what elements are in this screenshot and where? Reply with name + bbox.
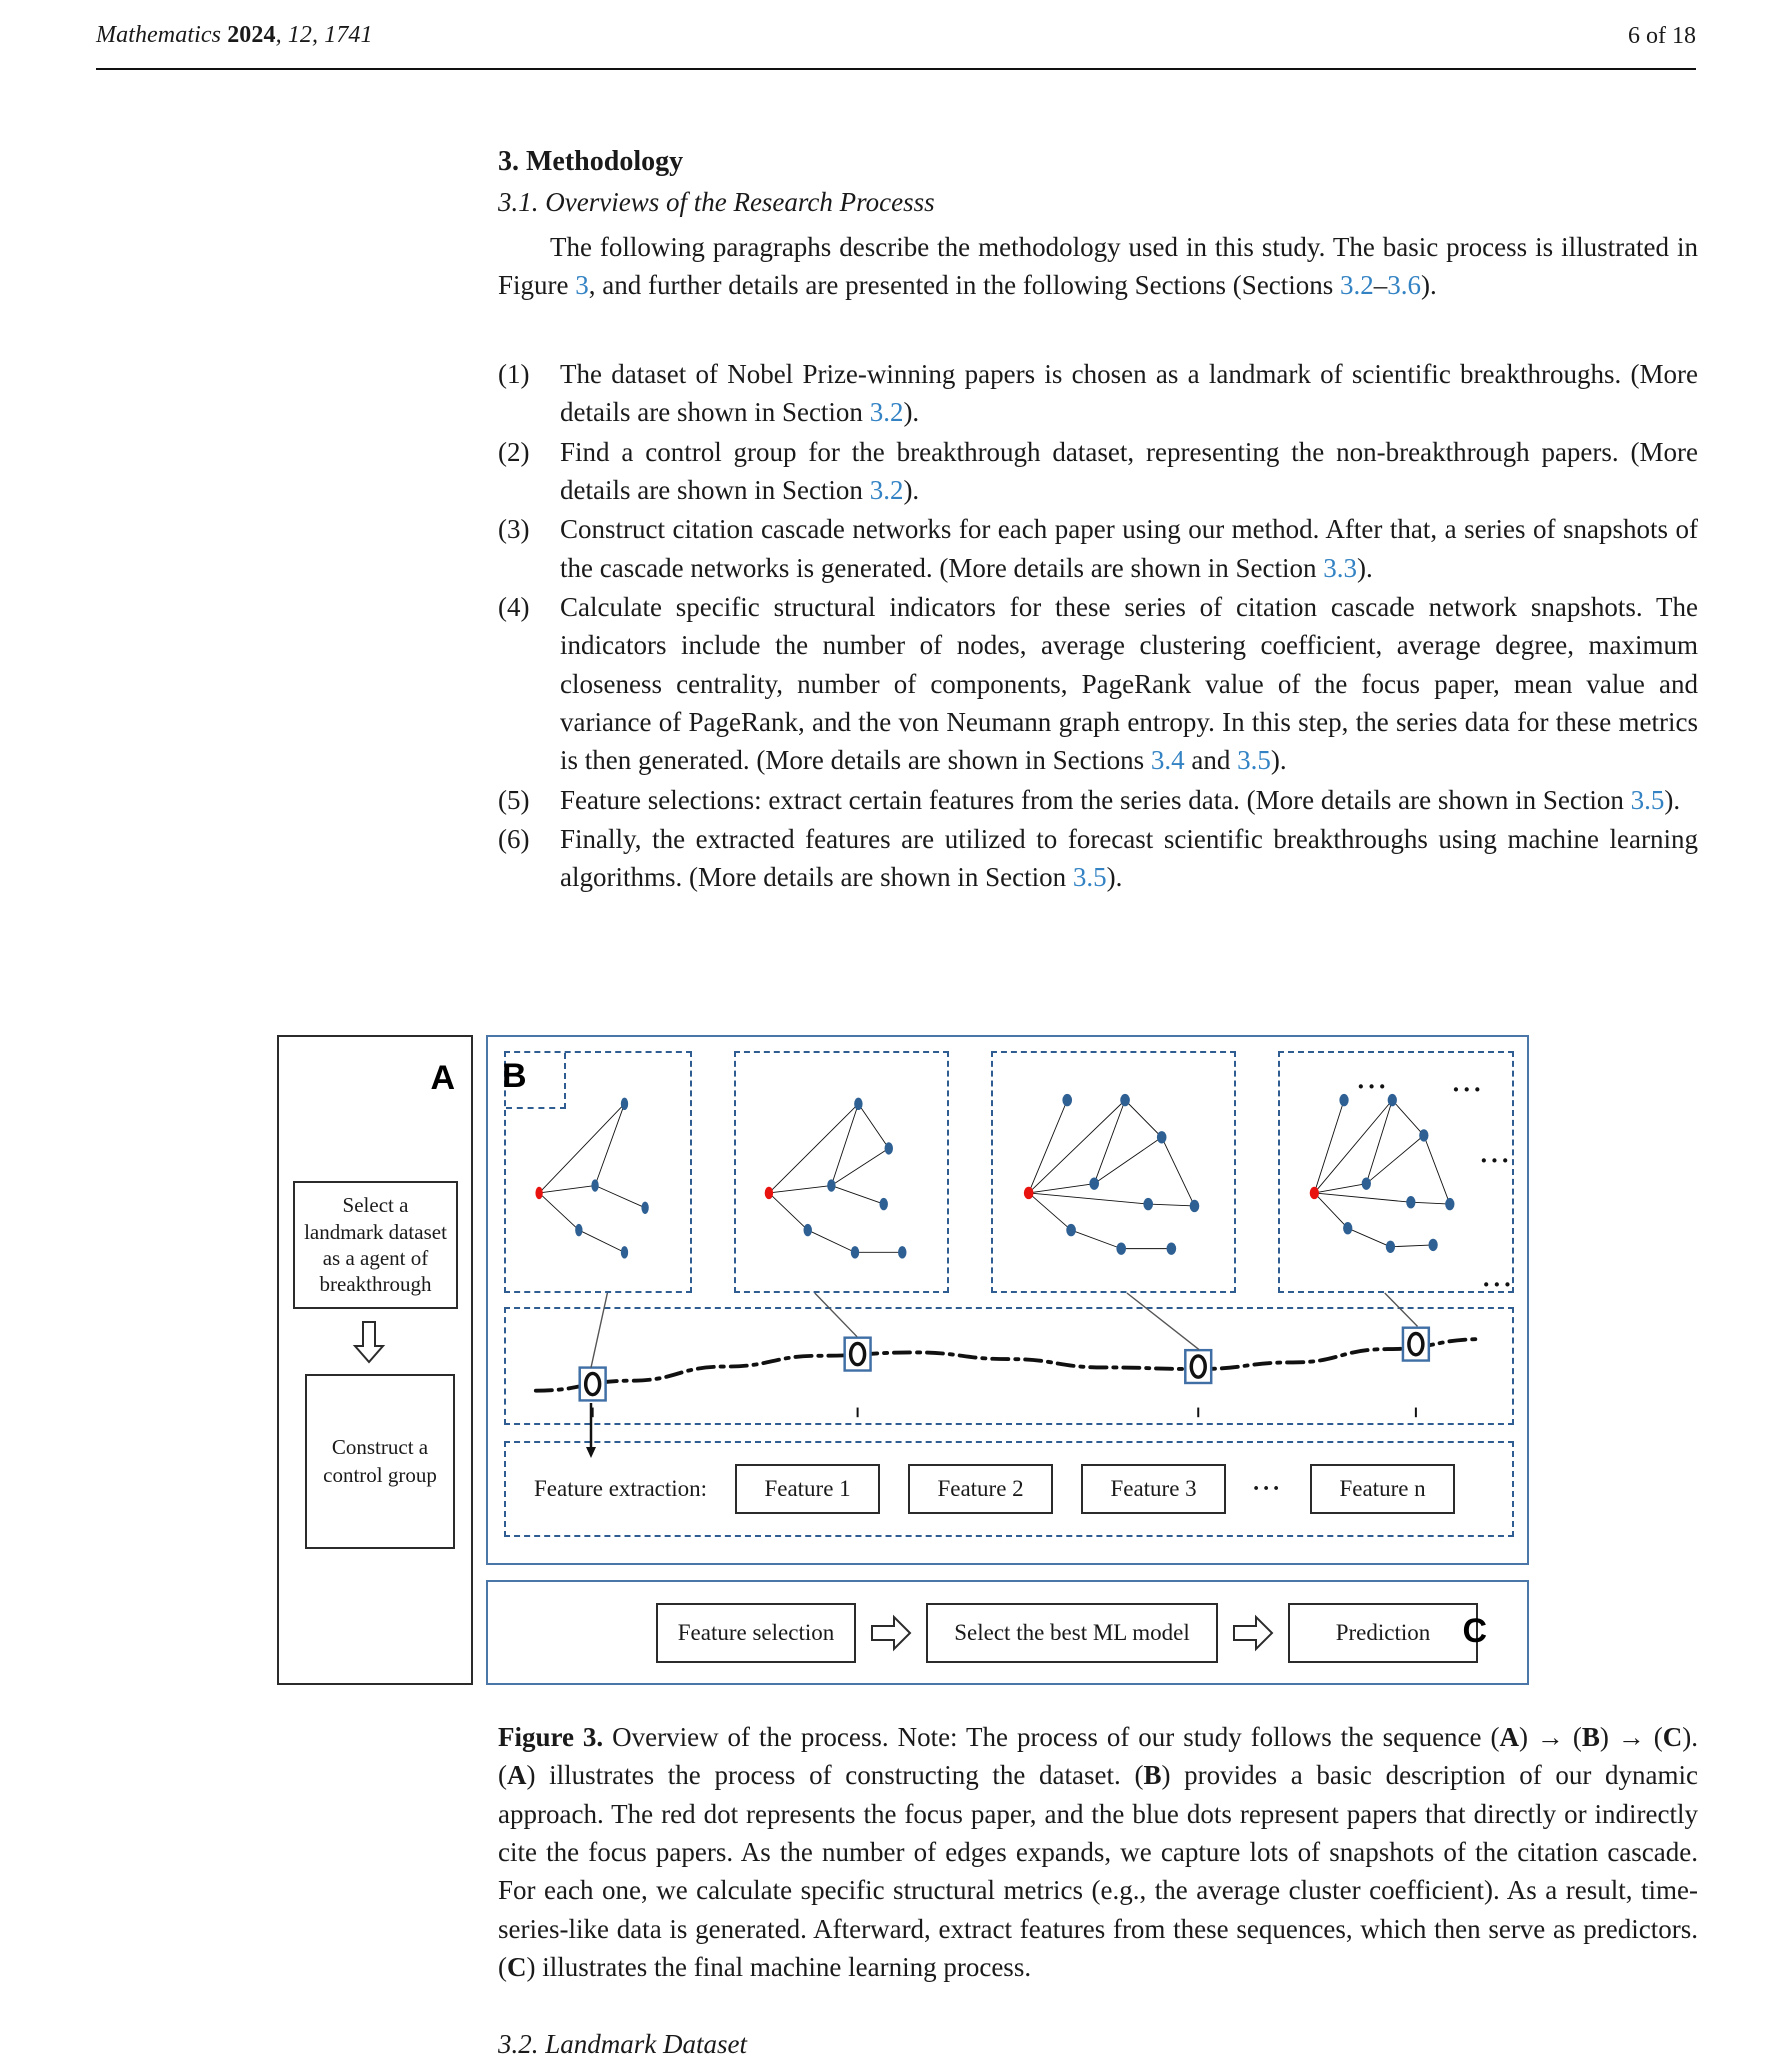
list-item <box>498 355 1698 432</box>
list-item <box>498 781 1698 819</box>
citing-paper-node <box>621 1098 628 1110</box>
citing-paper-node <box>1116 1242 1126 1254</box>
journal-reference <box>96 22 373 49</box>
citing-paper-node <box>804 1224 812 1236</box>
citing-paper-node <box>1388 1094 1397 1106</box>
caption-text-2: ) → ( <box>1518 1722 1582 1752</box>
graph-edge <box>595 1186 645 1208</box>
focus-paper-node <box>535 1187 542 1199</box>
citing-paper-node <box>1339 1094 1348 1106</box>
citing-paper-node <box>851 1246 859 1258</box>
graph-edge <box>1392 1100 1424 1135</box>
caption-text-7: ) illustrates the final machine learning process. <box>526 1951 1032 1982</box>
feature-extraction-row <box>504 1441 1514 1537</box>
step-section-link[interactable]: 3.3 <box>1323 552 1357 583</box>
page-indicator: 6 of 18 <box>1628 23 1696 49</box>
caption-bold-a2: A <box>507 1760 527 1791</box>
list-item-text <box>560 355 1698 432</box>
ml-step-select-model: Select the best ML model <box>926 1603 1218 1663</box>
graph-edge <box>769 1193 808 1230</box>
intro-text-b: , and further details are presented in the following Sections (Sections <box>588 270 1341 301</box>
intro-paragraph <box>498 228 1698 305</box>
step-text-a: Finally, the extracted features are utilized to forecast scientific breakthroughs using machine learning algorithms. (More details are shown in Section <box>560 823 1698 893</box>
journal-year: 2024 <box>227 22 276 48</box>
step-section-link[interactable]: 3.2 <box>869 397 904 428</box>
graph-edge <box>1390 1245 1433 1247</box>
list-item <box>498 588 1698 780</box>
feature-box-1: Feature 1 <box>735 1464 880 1514</box>
citing-paper-node <box>1167 1242 1177 1254</box>
caption-bold-c1: C <box>1662 1722 1683 1752</box>
citing-paper-node <box>1089 1177 1099 1189</box>
graph-edge <box>539 1186 595 1193</box>
step-section-link-2[interactable]: 3.5 <box>1237 745 1271 776</box>
caption-text-6: ) provides a basic description of our dynamic approach. The red dot represents the focus paper, and the blue dots represent papers that directly or indirectly cite the focus papers. As the number of edges expands, we capture lots of snapshots of the citation cascade. For each one, we calculate specific structural metrics (e.g., the average cluster coefficient). As a result, time-series-like data is generated. Afterward, extract features from these sequences, which then serve as predictors. ( <box>498 1760 1698 1982</box>
citing-paper-node <box>1343 1222 1352 1234</box>
graph-edge <box>539 1193 579 1230</box>
flow-box-control-group <box>305 1374 455 1549</box>
figure-caption <box>498 1718 1698 1986</box>
header-divider <box>96 68 1696 70</box>
figure-panel-a <box>277 1035 473 1685</box>
list-item <box>498 510 1698 587</box>
feature-box-3: Feature 3 <box>1081 1464 1226 1514</box>
citing-paper-node <box>1157 1131 1167 1143</box>
graph-edge <box>1314 1193 1411 1202</box>
step-section-link[interactable]: 3.4 <box>1150 745 1185 776</box>
panel-b-label: B <box>502 1057 527 1095</box>
list-item-number: (2) <box>498 436 530 467</box>
step-text-a: Find a control group for the breakthrough dataset, representing the non-breakthrough papers. (More details are shown in Section <box>560 436 1698 505</box>
graph-edge <box>1314 1184 1366 1193</box>
step-text-b: ). <box>903 474 920 505</box>
intro-text-a: The following paragraphs describe the methodology used in this study. The basic process is illustrated in Figure <box>498 232 1698 301</box>
graph-edge <box>1348 1228 1391 1247</box>
list-item-number: (4) <box>498 591 530 622</box>
time-series-chart <box>504 1307 1514 1425</box>
snapshot-ellipsis: ··· <box>1479 1146 1512 1176</box>
network-snapshot-4 <box>1278 1051 1514 1299</box>
section-3-2-link[interactable]: 3.2 <box>1340 270 1374 301</box>
journal-volume: 12 <box>287 22 313 48</box>
graph-edge <box>539 1104 624 1193</box>
caption-bold-a1: A <box>1499 1722 1519 1752</box>
network-snapshot-3 <box>991 1051 1236 1293</box>
graph-edge <box>769 1104 858 1193</box>
caption-label: Figure 3. <box>498 1722 604 1752</box>
step-text-b: ). <box>1357 552 1373 583</box>
citing-paper-node <box>1445 1198 1454 1210</box>
graph-edge <box>769 1186 831 1193</box>
citing-paper-node <box>1120 1094 1130 1106</box>
citing-paper-node <box>1143 1198 1153 1210</box>
figure-3 <box>277 1035 1529 1685</box>
list-item-number: (1) <box>498 359 530 389</box>
graph-edge <box>579 1230 625 1252</box>
list-item <box>498 433 1698 510</box>
citing-paper-node <box>1428 1239 1437 1251</box>
list-item-number: (5) <box>498 784 530 815</box>
panel-a-label: A <box>430 1059 455 1097</box>
citing-paper-node <box>827 1179 835 1191</box>
series-marker-3 <box>1185 1350 1211 1383</box>
graph-edge <box>1314 1100 1344 1193</box>
caption-text-4: ). ( <box>498 1722 1699 1791</box>
caption-text-1: Overview of the process. Note: The process of our study follows the sequence ( <box>603 1722 1500 1752</box>
journal-article: 1741 <box>324 22 373 48</box>
step-text-a: Feature selections: extract certain features from the series data. (More details are shown in Section <box>560 784 1631 815</box>
graph-edge <box>831 1148 888 1185</box>
graph-edge <box>1094 1100 1125 1184</box>
focus-paper-node <box>1024 1187 1034 1199</box>
list-item-text <box>560 588 1698 780</box>
ml-step-feature-selection: Feature selection <box>656 1603 856 1663</box>
caption-bold-c2: C <box>507 1951 527 1982</box>
network-snapshot-1 <box>504 1051 692 1293</box>
step-text-b: ). <box>1106 862 1123 893</box>
graph-edge <box>1148 1204 1194 1206</box>
figure-3-link[interactable]: 3 <box>575 270 589 301</box>
next-subsection-heading: 3.2. Landmark Dataset <box>498 2029 747 2059</box>
section-heading: 3. Methodology <box>498 146 684 177</box>
figure-panel-c <box>486 1580 1529 1685</box>
panel-c-label: C <box>1462 1612 1487 1650</box>
citing-paper-node <box>575 1224 582 1236</box>
series-marker-2 <box>845 1338 871 1371</box>
ml-step-prediction: Prediction <box>1288 1603 1478 1663</box>
graph-edge <box>831 1104 858 1186</box>
subsection-heading: 3.1. Overviews of the Research Processs <box>498 187 935 217</box>
graph-edge <box>1094 1137 1161 1183</box>
citing-paper-node <box>885 1142 893 1154</box>
step-text-a: The dataset of Nobel Prize-winning papers is chosen as a landmark of scientific breakthroughs. (More details are shown in Section <box>560 359 1698 428</box>
range-dash: – <box>1373 270 1388 301</box>
series-line <box>536 1339 1482 1391</box>
arrow-down-icon <box>349 1320 389 1364</box>
citing-paper-node <box>1419 1129 1428 1141</box>
caption-text-5: ) illustrates the process of constructing the dataset. ( <box>526 1760 1144 1791</box>
journal-name: Mathematics <box>96 22 222 48</box>
section-3-6-link[interactable]: 3.6 <box>1387 270 1422 301</box>
step-text-c: ). <box>1270 745 1287 776</box>
graph-edge <box>1162 1137 1195 1206</box>
focus-paper-node <box>1310 1187 1319 1199</box>
comma-2: , <box>312 22 319 48</box>
feature-box-2: Feature 2 <box>908 1464 1053 1514</box>
citing-paper-node <box>1386 1241 1395 1253</box>
citing-paper-node <box>1406 1196 1415 1208</box>
graph-edge <box>1125 1100 1162 1137</box>
snapshot-ellipsis: ··· <box>1451 1074 1484 1104</box>
snapshot-3-graph <box>993 1053 1234 1291</box>
citing-paper-node <box>641 1202 648 1214</box>
graph-edge <box>1029 1100 1068 1193</box>
comma-1: , <box>275 22 282 48</box>
citing-paper-node <box>591 1179 598 1191</box>
citing-paper-node <box>1062 1094 1072 1106</box>
step-text-a: Construct citation cascade networks for each paper using our method. After that, a series of snapshots of the cascade networks is generated. (More details are shown in Section <box>560 514 1698 583</box>
list-item-text <box>560 781 1698 819</box>
feature-box-n: Feature n <box>1310 1464 1455 1514</box>
graph-edge <box>595 1104 624 1186</box>
network-snapshot-2 <box>734 1051 949 1293</box>
citing-paper-node <box>621 1246 628 1258</box>
step-text-a: Calculate specific structural indicators for these series of citation cascade network snapshots. The indicators include the number of nodes, average clustering coefficient, average degree, maximum closeness centrality, number of components, PageRank value of the focus paper, mean value and variance of PageRank, and the von Neumann graph entropy. In this step, the series data for these metrics is then generated. (More details are shown in Sections <box>560 591 1698 776</box>
citing-paper-node <box>1190 1200 1200 1212</box>
list-item <box>498 820 1698 897</box>
list-item-text <box>560 433 1698 510</box>
caption-bold-b2: B <box>1143 1760 1162 1791</box>
step-text-b: ). <box>903 397 920 428</box>
graph-edge <box>1366 1135 1424 1183</box>
snapshot-ellipsis: ··· <box>1481 1269 1514 1299</box>
graph-edge <box>1029 1184 1095 1193</box>
flow-box-select-landmark-text: Select a landmark dataset as a agent of breakthrough <box>304 1193 447 1297</box>
step-section-link[interactable]: 3.2 <box>869 474 904 505</box>
arrow-right-icon-2 <box>1232 1613 1274 1653</box>
citing-paper-node <box>879 1198 887 1210</box>
snapshot-ellipsis: ··· <box>1356 1072 1389 1102</box>
time-series-svg <box>506 1309 1512 1423</box>
citing-paper-node <box>854 1098 862 1110</box>
graph-edge <box>1424 1135 1450 1204</box>
graph-edge <box>1314 1100 1392 1193</box>
caption-text-3: ) → ( <box>1599 1722 1663 1752</box>
citing-paper-node <box>1362 1177 1371 1189</box>
graph-edge <box>1029 1193 1149 1204</box>
graph-edge <box>1071 1230 1121 1249</box>
step-text-b: and <box>1184 745 1238 776</box>
flow-box-control-group-text: Construct a control group <box>323 1435 437 1487</box>
citing-paper-node <box>898 1246 906 1258</box>
list-item-text <box>560 820 1698 897</box>
series-marker-1 <box>580 1368 606 1401</box>
list-item-number: (3) <box>498 514 530 545</box>
graph-edge <box>1029 1100 1125 1193</box>
step-section-link[interactable]: 3.5 <box>1072 862 1107 893</box>
step-text-b: ). <box>1664 784 1681 815</box>
running-head <box>96 22 1696 68</box>
graph-edge <box>808 1230 855 1252</box>
citing-paper-node <box>1066 1224 1076 1236</box>
series-marker-4 <box>1403 1328 1429 1361</box>
graph-edge <box>831 1186 883 1205</box>
graph-edge <box>1366 1100 1392 1184</box>
snapshot-2-graph <box>736 1053 947 1291</box>
feature-ellipsis: ··· <box>1252 1475 1283 1502</box>
snapshot-row <box>504 1051 1514 1299</box>
step-section-link[interactable]: 3.5 <box>1630 784 1665 815</box>
graph-edge <box>858 1104 888 1149</box>
graph-edge <box>1314 1193 1347 1228</box>
methodology-steps-list <box>498 355 1698 898</box>
caption-bold-b1: B <box>1581 1722 1600 1752</box>
graph-edge <box>1411 1202 1450 1204</box>
list-item-number: (6) <box>498 823 530 854</box>
flow-box-select-landmark <box>293 1181 458 1309</box>
focus-paper-node <box>765 1187 773 1199</box>
arrow-right-icon-1 <box>870 1613 912 1653</box>
feature-extraction-label: Feature extraction: <box>534 1476 708 1501</box>
graph-edge <box>1029 1193 1071 1230</box>
list-item-text <box>560 510 1698 587</box>
intro-text-c: ). <box>1421 270 1437 301</box>
figure-panel-b <box>486 1035 1529 1565</box>
